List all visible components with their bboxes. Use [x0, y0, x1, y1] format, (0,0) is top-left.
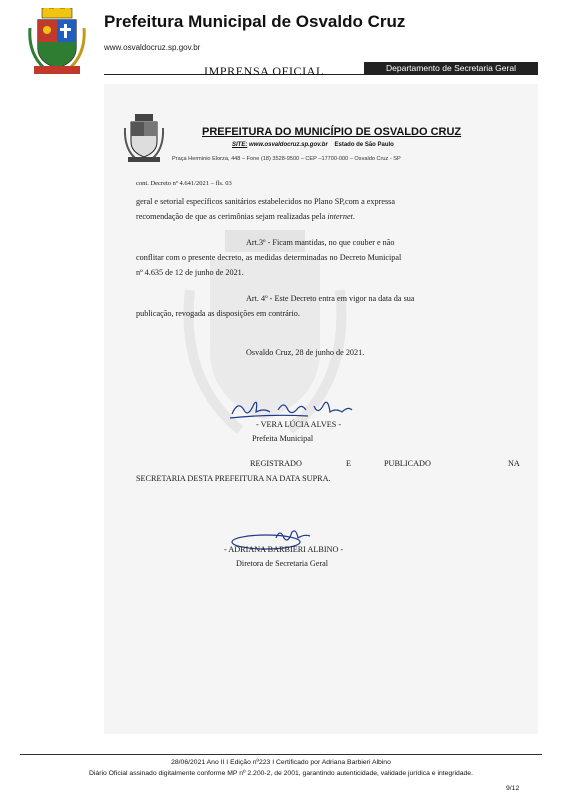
- mayor-name: - VERA LÚCIA ALVES -: [256, 420, 342, 429]
- registro-line-2: SECRETARIA DESTA PREFEITURA NA DATA SUPRA.: [136, 474, 331, 483]
- department-badge: Departamento de Secretaria Geral: [364, 62, 538, 75]
- article-3-line-2: conflitar com o presente decreto, as medidas determinadas no Decreto Municipal: [136, 253, 402, 262]
- digital-signature-notice: Diário Oficial assinado digitalmente conforme MP nº 2.200-2, de 2001, garantindo autenticidade, validade jurídica e integridade.: [89, 770, 473, 777]
- letterhead-site-line: [232, 142, 394, 148]
- edition-certification-line: 28/06/2021 Ano II I Edição nº223 I Certificado por Adriana Barbieri Albino: [171, 759, 391, 766]
- registro-word-2: E: [346, 459, 352, 468]
- date-place-line: Osvaldo Cruz, 28 de junho de 2021.: [246, 348, 365, 357]
- paragraph-1-text: recomendação de que as cerimônias sejam realizadas pela: [136, 212, 328, 221]
- letterhead-address: Praça Herminio Elorza, 448 – Fone (18) 3528-9500 – CEP –17700-000 – Osvaldo Cruz - SP: [172, 156, 401, 162]
- state-name: Estado de São Paulo: [334, 142, 394, 148]
- mayor-title: Prefeita Municipal: [252, 434, 314, 443]
- article-3-line-3: nº 4.635 de 12 de junho de 2021.: [136, 268, 244, 277]
- director-title: Diretora de Secretaria Geral: [236, 559, 329, 568]
- site-url: www.osvaldocruz.sp.gov.br: [249, 142, 328, 148]
- registro-word-3: PUBLICADO: [384, 459, 431, 468]
- paragraph-1-period: .: [352, 212, 355, 221]
- article-3-line-1: Art.3º - Ficam mantidas, no que couber e não: [246, 238, 395, 247]
- internet-word: internet: [327, 212, 353, 221]
- website-link[interactable]: www.osvaldocruz.sp.gov.br: [104, 43, 201, 52]
- article-4-line-2: publicação, revogada as disposições em contrário.: [136, 309, 300, 318]
- continuation-reference: cont. Decreto nº 4.641/2021 – fls. 03: [136, 180, 232, 187]
- mayor-handwritten-signature: [228, 396, 358, 422]
- imprensa-oficial-label: IMPRENSA OFICIAL: [204, 64, 324, 78]
- publication-title: Prefeitura Municipal de Osvaldo Cruz: [104, 12, 406, 31]
- page-number: 9/12: [506, 785, 520, 792]
- footer-divider: [20, 754, 542, 755]
- registro-word-4: NA: [508, 459, 520, 468]
- paragraph-1-line-1: geral e setorial específicos sanitários estabelecidos no Plano SP,com a expressa: [136, 197, 395, 206]
- municipal-coat-of-arms-logo: [28, 8, 86, 76]
- letterhead-title: PREFEITURA DO MUNICÍPIO DE OSVALDO CRUZ: [202, 126, 462, 138]
- site-label: SITE:: [232, 142, 248, 148]
- paragraph-1-line-2: [136, 212, 355, 221]
- article-4-line-1: Art. 4º - Este Decreto entra em vigor na data da sua: [246, 294, 415, 303]
- registro-word-1: REGISTRADO: [250, 459, 302, 468]
- letterhead-coat-of-arms-logo: [124, 114, 164, 164]
- director-name: - ADRIANA BARBIERI ALBINO -: [224, 545, 344, 554]
